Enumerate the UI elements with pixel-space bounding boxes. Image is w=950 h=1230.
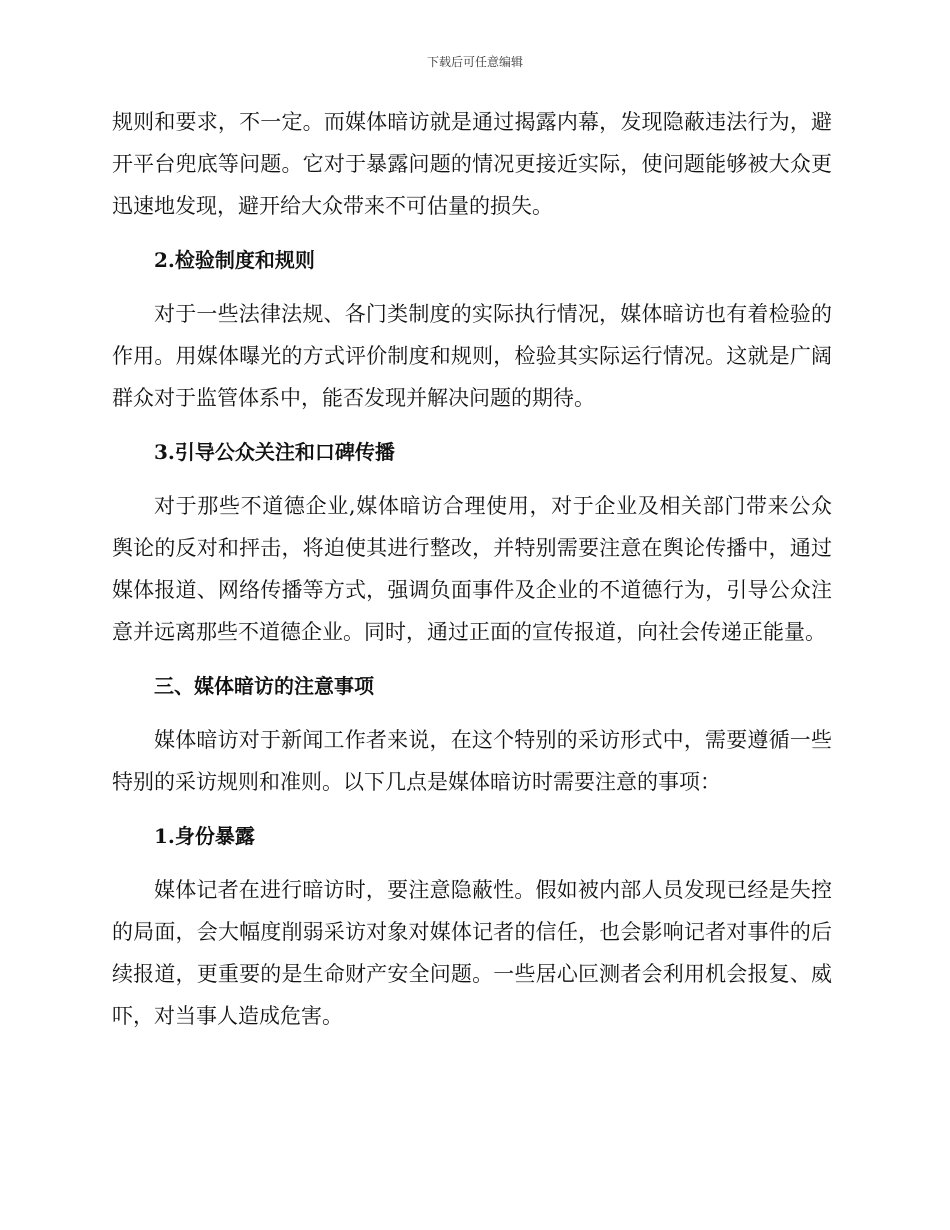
- paragraph-precautions-intro: 媒体暗访对于新闻工作者来说，在这个特别的采访形式中，需要遵循一些特别的采访规则和准则。以下几点是媒体暗访时需要注意的事项：: [112, 728, 832, 794]
- section-heading-2: 2.检验制度和规则: [154, 248, 315, 272]
- chapter-heading-3: 三、媒体暗访的注意事项: [154, 674, 374, 698]
- page-header: 下载后可任意编辑: [426, 55, 523, 69]
- section-heading-1: 1.身份暴露: [154, 824, 255, 848]
- section-heading-3: 3.引导公众关注和口碑传播: [154, 440, 395, 464]
- paragraph-identity-exposure: 媒体记者在进行暗访时，要注意隐蔽性。假如被内部人员发现已经是失控的局面，会大幅度削弱采访对象对媒体记者的信任，也会影响记者对事件的后续报道，更重要的是生命财产安全问题。一些居心叵测者会利用机会报复、威吓，对当事人造成危害。: [112, 878, 832, 1028]
- paragraph-continued: 规则和要求，不一定。而媒体暗访就是通过揭露内幕，发现隐蔽违法行为，避开平台兜底等问题。它对于暴露问题的情况更接近实际，使问题能够被大众更迅速地发现，避开给大众带来不可估量的损失。: [112, 110, 832, 218]
- paragraph-rules: 对于一些法律法规、各门类制度的实际执行情况，媒体暗访也有着检验的作用。用媒体曝光的方式评价制度和规则，检验其实际运行情况。这就是广阔群众对于监管体系中，能否发现并解决问题的期待。: [112, 302, 832, 410]
- document-body: [112, 101, 832, 1037]
- paragraph-public-guidance: 对于那些不道德企业,媒体暗访合理使用，对于企业及相关部门带来公众舆论的反对和抨击，将迫使其进行整改，并特别需要注意在舆论传播中，通过媒体报道、网络传播等方式，强调负面事件及企业的不道德行为，引导公众注意并远离那些不道德企业。同时，通过正面的宣传报道，向社会传递正能量。: [112, 494, 832, 644]
